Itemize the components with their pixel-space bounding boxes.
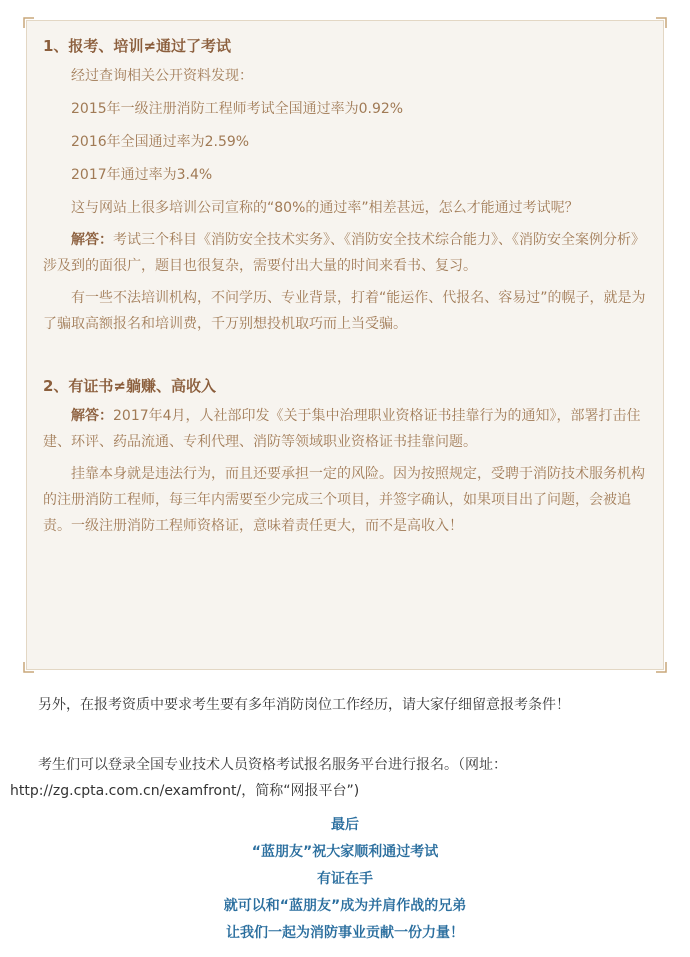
section2-heading: 2、有证书≠躺赚、高收入 <box>43 377 217 395</box>
corner-ornament-icon <box>655 17 667 29</box>
card-content <box>43 33 649 545</box>
section2-paragraph: 挂靠本身就是违法行为，而且还要承担一定的风险。因为按照规定，受聘于消防技术服务机构的注册消防工程师，每三年内需要至少完成三个项目，并签字确认，如果项目出了问题，会被追责。一级注册消防工程师资格证，意味着责任更大，而不是高收入！ <box>43 466 645 534</box>
section1-paragraph: 有一些不法培训机构，不问学历、专业背景，打着“能运作、代报名、容易过”的幌子，就是为了骗取高额报名和培训费，千万别想投机取巧而上当受骗。 <box>43 290 646 332</box>
closing-message <box>0 812 690 947</box>
corner-ornament-icon <box>23 661 35 673</box>
answer-label: 解答： <box>71 408 113 424</box>
article-card <box>26 20 664 670</box>
closing-line: 有证在手 <box>317 871 373 887</box>
section1-paragraph: 2015年一级注册消防工程师考试全国通过率为0.92% <box>71 101 404 117</box>
note-paragraph <box>10 692 682 718</box>
section1-paragraph: 2016年全国通过率为2.59% <box>71 134 250 150</box>
website-paragraph <box>10 752 682 804</box>
section2-answer <box>43 403 649 455</box>
section1-paragraph: 经过查询相关公开资料发现： <box>71 68 253 84</box>
section1-paragraph: 2017年通过率为3.4% <box>71 167 213 183</box>
section1-answer <box>43 227 649 279</box>
website-text: 考生们可以登录全国专业技术人员资格考试报名服务平台进行报名。（网址：http://zg.cpta.com.cn/examfront/，简称“网报平台”) <box>10 757 507 799</box>
section1-heading: 1、报考、培训≠通过了考试 <box>43 37 232 55</box>
closing-line: 最后 <box>331 817 359 833</box>
answer-text: 考试三个科目《消防安全技术实务》、《消防安全技术综合能力》、《消防安全案例分析》涉及到的面很广，题目也很复杂，需要付出大量的时间来看书、复习。 <box>43 232 645 274</box>
answer-text: 2017年4月，人社部印发《关于集中治理职业资格证书挂靠行为的通知》，部署打击住建、环评、药品流通、专利代理、消防等领域职业资格证书挂靠问题。 <box>43 408 641 450</box>
closing-line: 让我们一起为消防事业贡献一份力量！ <box>226 925 464 941</box>
closing-line: 就可以和“蓝朋友”成为并肩作战的兄弟 <box>223 898 467 914</box>
section1-paragraph: 这与网站上很多培训公司宣称的“80%的通过率”相差甚远，怎么才能通过考试呢？ <box>71 200 579 216</box>
answer-label: 解答： <box>71 232 113 248</box>
closing-line: “蓝朋友”祝大家顺利通过考试 <box>251 844 439 860</box>
note-text: 另外，在报考资质中要求考生要有多年消防岗位工作经历，请大家仔细留意报考条件！ <box>38 697 570 713</box>
corner-ornament-icon <box>655 661 667 673</box>
corner-ornament-icon <box>23 17 35 29</box>
